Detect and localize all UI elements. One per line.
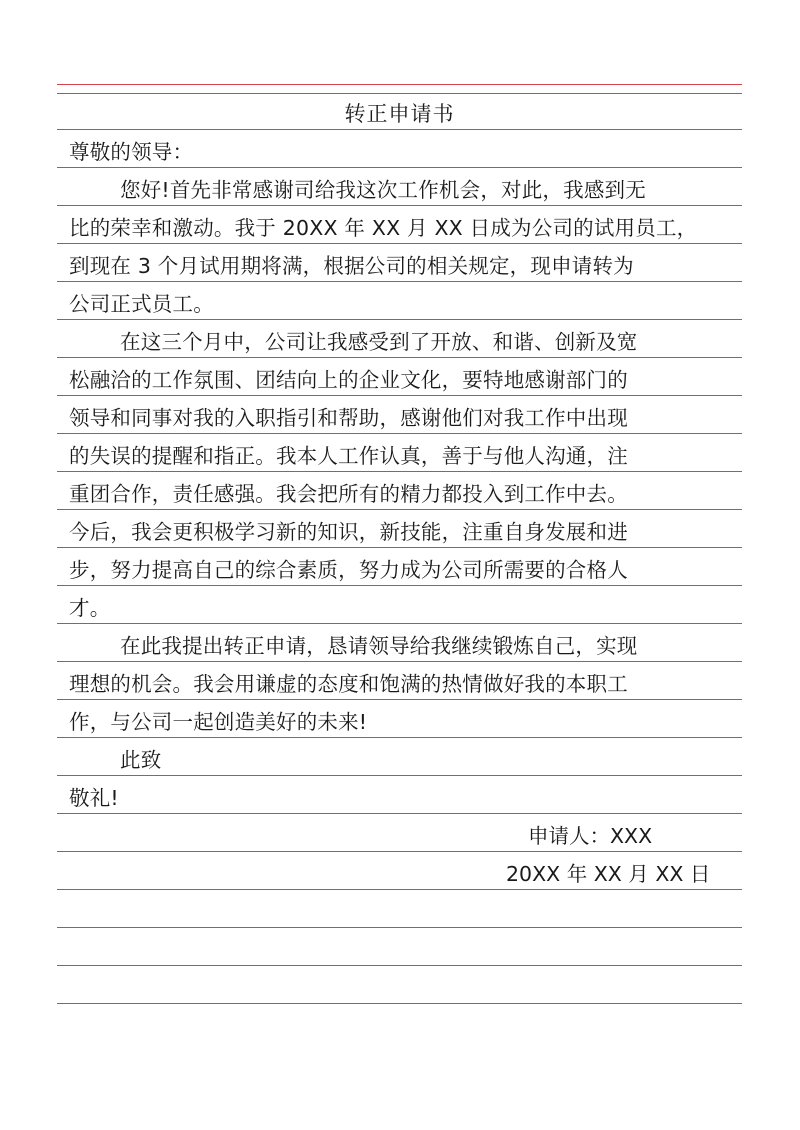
body-line: 才。 [69, 596, 111, 620]
body-line: 公司正式员工。 [69, 292, 214, 316]
ruled-line [57, 661, 742, 662]
body-line: 在这三个月中，公司让我感受到了开放、和谐、创新及宽 [120, 330, 638, 354]
ruled-line [57, 1003, 742, 1004]
regards: 敬礼! [69, 786, 119, 810]
ruled-line [57, 167, 742, 168]
document-title: 转正申请书 [344, 102, 455, 126]
ruled-line [57, 547, 742, 548]
body-line: 步，努力提高自己的综合素质，努力成为公司所需要的合格人 [69, 558, 628, 582]
ruled-line [57, 129, 742, 130]
ruled-line [57, 357, 742, 358]
body-line: 到现在 3 个月试用期将满，根据公司的相关规定，现申请转为 [69, 254, 634, 278]
applicant-name: 申请人：XXX [528, 824, 653, 848]
body-line: 领导和同事对我的入职指引和帮助，感谢他们对我工作中出现 [69, 406, 628, 430]
ruled-line [57, 623, 742, 624]
ruled-line [57, 93, 742, 94]
body-line: 今后，我会更积极学习新的知识，新技能，注重自身发展和进 [69, 520, 628, 544]
ruled-line [57, 927, 742, 928]
ruled-line [57, 813, 742, 814]
ruled-line [57, 395, 742, 396]
body-line: 在此我提出转正申请，恳请领导给我继续锻炼自己，实现 [120, 634, 638, 658]
body-line: 理想的机会。我会用谦虚的态度和饱满的热情做好我的本职工 [69, 672, 628, 696]
body-line: 比的荣幸和激动。我于 20XX 年 XX 月 XX 日成为公司的试用员工， [69, 216, 698, 240]
ruled-line [57, 699, 742, 700]
ruled-line [57, 433, 742, 434]
ruled-line [57, 775, 742, 776]
body-line: 您好!首先非常感谢司给我这次工作机会，对此，我感到无 [120, 178, 646, 202]
body-line: 作，与公司一起创造美好的未来! [69, 710, 368, 734]
ruled-line [57, 889, 742, 890]
ruled-line [57, 471, 742, 472]
ruled-line [57, 84, 742, 85]
ruled-line [57, 205, 742, 206]
ruled-line [57, 585, 742, 586]
body-line: 的失误的提醒和指正。我本人工作认真，善于与他人沟通，注 [69, 444, 628, 468]
ruled-line [57, 319, 742, 320]
ruled-line [57, 965, 742, 966]
salutation: 尊敬的领导： [69, 140, 194, 164]
body-line: 重团合作，责任感强。我会把所有的精力都投入到工作中去。 [69, 482, 628, 506]
signature-date: 20XX 年 XX 月 XX 日 [506, 862, 711, 886]
ruled-line [57, 851, 742, 852]
ruled-line [57, 243, 742, 244]
ruled-line [57, 281, 742, 282]
ruled-line [57, 509, 742, 510]
closing: 此致 [120, 748, 162, 772]
body-line: 松融洽的工作氛围、团结向上的企业文化，要特地感谢部门的 [69, 368, 628, 392]
ruled-line [57, 737, 742, 738]
